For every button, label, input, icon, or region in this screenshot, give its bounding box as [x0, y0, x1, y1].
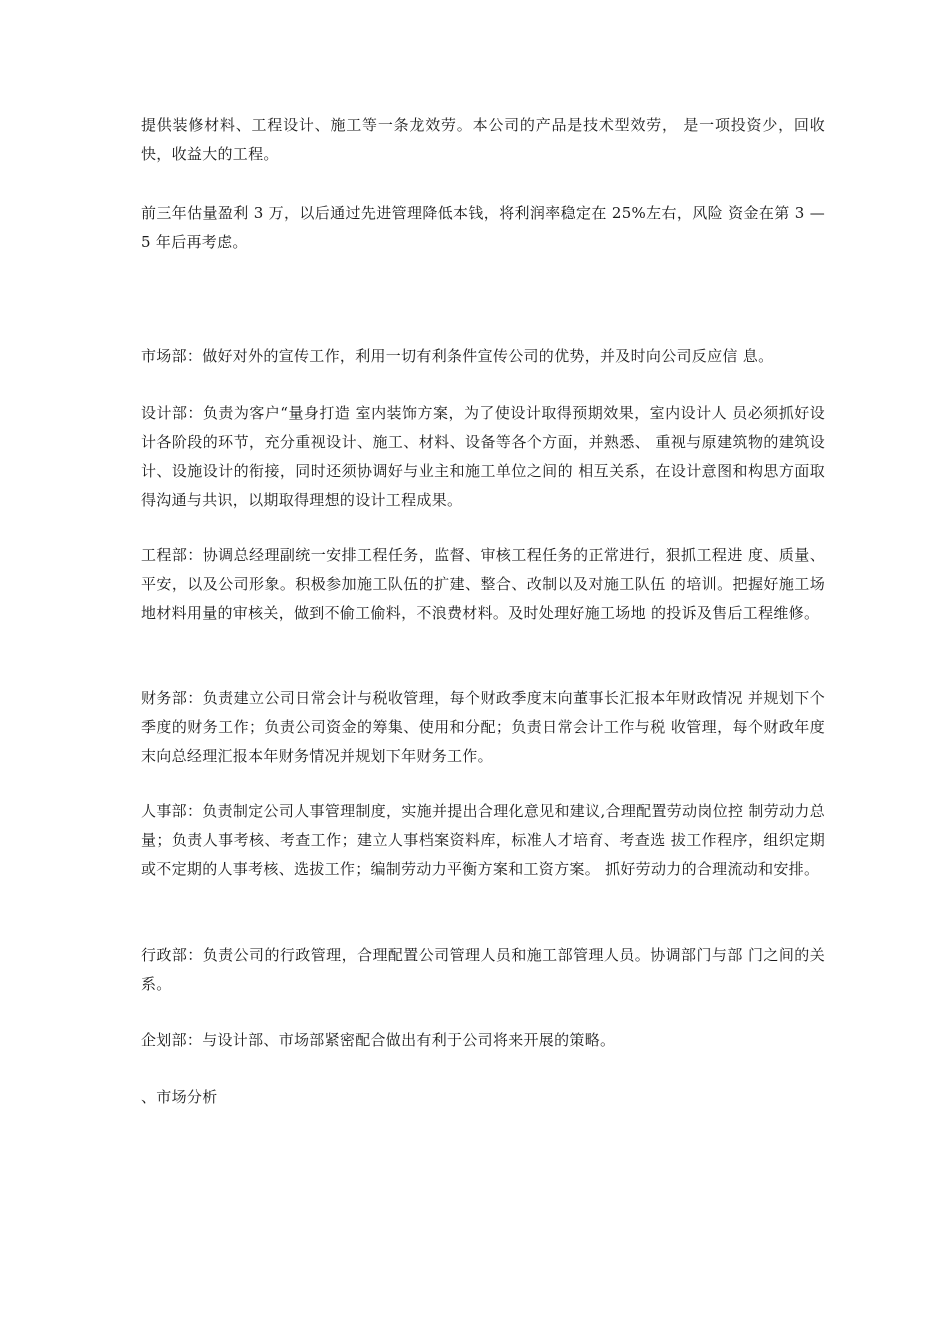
paragraph-market-dept: 市场部：做好对外的宣传工作，利用一切有利条件宣传公司的优势，并及时向公司反应信 息。	[141, 347, 774, 365]
paragraph-company-services: 提供装修材料、工程设计、施工等一条龙效劳。本公司的产品是技术型效劳， 是一项投资少，回收快，收益大的工程。	[141, 116, 825, 163]
paragraph-finance-dept: 财务部：负责建立公司日常会计与税收管理，每个财政季度末向董事长汇报本年财政情况 并规划下个季度的财务工作；负责公司资金的筹集、使用和分配；负责日常会计工作与税 收管理，每个财政年度末向总经理汇报本年财务情况并规划下年财务工作。	[141, 689, 825, 765]
paragraph-planning-dept: 企划部：与设计部、市场部紧密配合做出有利于公司将来开展的策略。	[141, 1031, 616, 1049]
paragraph-hr-dept: 人事部：负责制定公司人事管理制度，实施并提出合理化意见和建议,合理配置劳动岗位控 制劳动力总量；负责人事考核、考查工作；建立人事档案资料库，标准人才培育、考查选 拔工作程序，组织定期或不定期的人事考核、选拔工作；编制劳动力平衡方案和工资方案。 抓好劳动力的合理流动和安排。	[141, 802, 825, 878]
paragraph-admin-dept: 行政部：负责公司的行政管理，合理配置公司管理人员和施工部管理人员。协调部门与部 门之间的关系。	[141, 946, 825, 993]
paragraph-profit-estimate: 前三年估量盈利 3 万，以后通过先进管理降低本钱，将利润率稳定在 25%左右，风险 资金在第 3 — 5 年后再考虑。	[141, 204, 825, 251]
paragraph-design-dept: 设计部：负责为客户“量身打造 室内装饰方案，为了使设计取得预期效果，室内设计人 员必须抓好设计各阶段的环节，充分重视设计、施工、材料、设备等各个方面，并熟悉、 重视与原建筑物的建筑设计、设施设计的衔接，同时还须协调好与业主和施工单位之间的 相互关系，在设计意图和构思方面取得沟通与共识，以期取得理想的设计工程成果。	[141, 404, 825, 509]
paragraph-engineering-dept: 工程部：协调总经理副统一安排工程任务，监督、审核工程任务的正常进行，狠抓工程进 度、质量、平安，以及公司形象。积极参加施工队伍的扩建、整合、改制以及对施工队伍 的培训。把握好施工场地材料用量的审核关，做到不偷工偷料，不浪费材料。及时处理好施工场地 的投诉及售后工程维修。	[141, 546, 825, 622]
section-heading-market-analysis: 、市场分析	[141, 1088, 218, 1106]
